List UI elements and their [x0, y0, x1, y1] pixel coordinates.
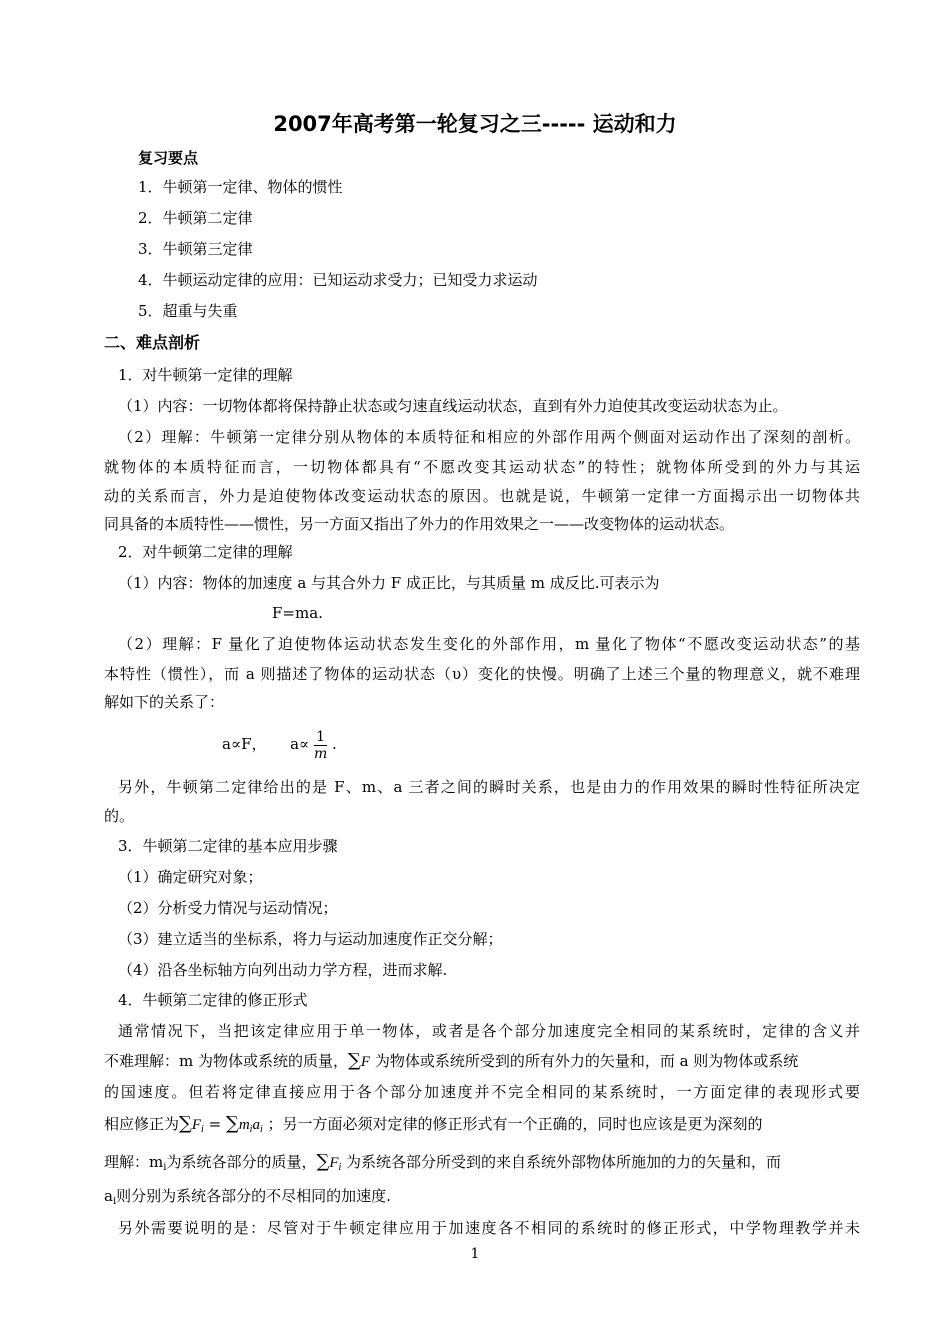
paragraph-line: （1）内容：物体的加速度 a 与其合外力 F 成正比，与其质量 m 成反比.可表示为 — [118, 574, 660, 592]
page-number: 1 — [470, 1246, 480, 1262]
math-subscript: i — [338, 1162, 342, 1173]
math-subscript: i — [112, 1196, 117, 1207]
paragraph-line: 的。 — [104, 807, 135, 825]
subsection-title: 3．牛顿第二定律的基本应用步骤 — [118, 837, 338, 855]
paragraph-line: 的国速度。但若将定律直接应用于各个部分加速度并不完全相同的某系统时，一方面定律的表现形式要 — [104, 1083, 860, 1101]
math-variable: a — [252, 1117, 260, 1133]
text-segment: 相应修正为 — [104, 1115, 180, 1133]
review-item: 2．牛顿第二定律 — [138, 209, 253, 227]
text-segment: 为系统各部分的质量， — [166, 1153, 317, 1171]
paragraph-line — [104, 1114, 860, 1140]
sigma-symbol: ∑ — [179, 1113, 192, 1134]
sigma-symbol: ∑ — [225, 1113, 239, 1134]
sigma-symbol: ∑ — [316, 1151, 330, 1172]
proportion-mass-prefix: a∝ — [290, 735, 310, 753]
fraction — [314, 729, 327, 762]
math-subscript: i — [249, 1124, 253, 1135]
page-title: 2007年高考第一轮复习之三----- 运动和力 — [273, 112, 677, 136]
paragraph-line: 同具备的本质特性——惯性，另一方面又指出了外力的作用效果之一——改变物体的运动状态。 — [104, 515, 735, 533]
proportion-force: a∝F， — [222, 735, 267, 753]
math-variable: F — [360, 1054, 371, 1070]
subsection-title: 2．对牛顿第二定律的理解 — [118, 543, 293, 561]
text-segment: 不难理解：m 为物体或系统的质量， — [104, 1052, 348, 1070]
paragraph-line: （2）理解：F 量化了迫使物体运动状态发生变化的外部作用，m 量化了物体“不愿改变运动状态”的基 — [118, 635, 860, 653]
step-item: （1）确定研究对象； — [118, 868, 263, 886]
text-segment: 则分别为系统各部分的不尽相同的加速度. — [116, 1187, 391, 1205]
text-segment: 为物体或系统所受到的所有外力的矢量和，而 a 则为物体或系统 — [374, 1052, 799, 1070]
proportion-formula — [222, 724, 950, 764]
review-item: 3．牛顿第三定律 — [138, 240, 253, 258]
step-item: （4）沿各坐标轴方向列出动力学方程，进而求解. — [118, 961, 448, 979]
math-variable: m — [238, 1117, 250, 1133]
section-heading: 二、难点剖析 — [104, 333, 201, 352]
formula-period: . — [332, 735, 337, 753]
text-segment: ；另一方面必须对定律的修正形式有一个正确的，同时也应该是更为深刻的 — [267, 1115, 763, 1133]
text-segment: 理解：m — [104, 1153, 164, 1171]
math-subscript: i — [163, 1162, 167, 1173]
paragraph-line — [104, 1152, 860, 1178]
review-heading: 复习要点 — [138, 149, 199, 167]
paragraph-line: 本特性（惯性），而 a 则描述了物体的运动状态（υ）变化的快慢。明确了上述三个量的物理意义，就不难理 — [104, 665, 860, 683]
formula: F=ma. — [272, 604, 323, 622]
text-segment: 为系统各部分所受到的来自系统外部物体所施加的力的矢量和，而 — [346, 1153, 782, 1171]
paragraph-line: 通常情况下，当把该定律应用于单一物体，或者是各个部分加速度完全相同的某系统时，定律的含义并 — [118, 1022, 860, 1040]
fraction-denominator: m — [313, 745, 328, 762]
paragraph-line — [104, 1051, 860, 1072]
math-variable: F — [191, 1117, 202, 1133]
paragraph-line: 另外需要说明的是：尽管对于牛顿定律应用于加速度各不相同的系统时的修正形式，中学物理教学并未 — [118, 1219, 860, 1237]
math-subscript: i — [259, 1124, 263, 1135]
paragraph-line: 就物体的本质特征而言，一切物体都具有“不愿改变其运动状态”的特性；就物体所受到的外力与其运 — [104, 458, 860, 476]
review-item: 1．牛顿第一定律、物体的惯性 — [138, 178, 343, 196]
sigma-symbol: ∑ — [348, 1050, 361, 1071]
paragraph-line: （2）理解：牛顿第一定律分别从物体的本质特征和相应的外部作用两个侧面对运动作出了深刻的剖析。 — [118, 428, 860, 446]
paragraph-line: 动的关系而言，外力是迫使物体改变运动状态的原因。也就是说，牛顿第一定律一方面揭示出一切物体共 — [104, 487, 860, 505]
paragraph-line: 解如下的关系了： — [104, 693, 225, 711]
subsection-title: 4．牛顿第二定律的修正形式 — [118, 991, 308, 1009]
review-item: 4．牛顿运动定律的应用：已知运动求受力；已知受力求运动 — [138, 271, 538, 289]
fraction-numerator: 1 — [314, 729, 327, 746]
step-item: （2）分析受力情况与运动情况； — [118, 899, 338, 917]
review-item: 5．超重与失重 — [138, 302, 238, 320]
math-variable: F — [329, 1155, 339, 1171]
paragraph-line — [104, 1186, 860, 1212]
math-equals: = — [208, 1115, 222, 1133]
subsection-title: 1．对牛顿第一定律的理解 — [118, 366, 293, 384]
math-subscript: i — [201, 1124, 204, 1135]
paragraph-line: （1）内容：一切物体都将保持静止状态或匀速直线运动状态，直到有外力迫使其改变运动状态为止。 — [118, 397, 788, 415]
paragraph-line: 另外，牛顿第二定律给出的是 F、m、a 三者之间的瞬时关系，也是由力的作用效果的瞬时性特征所决定 — [118, 778, 860, 796]
text-segment: a — [104, 1187, 113, 1205]
step-item: （3）建立适当的坐标系，将力与运动加速度作正交分解； — [118, 930, 503, 948]
